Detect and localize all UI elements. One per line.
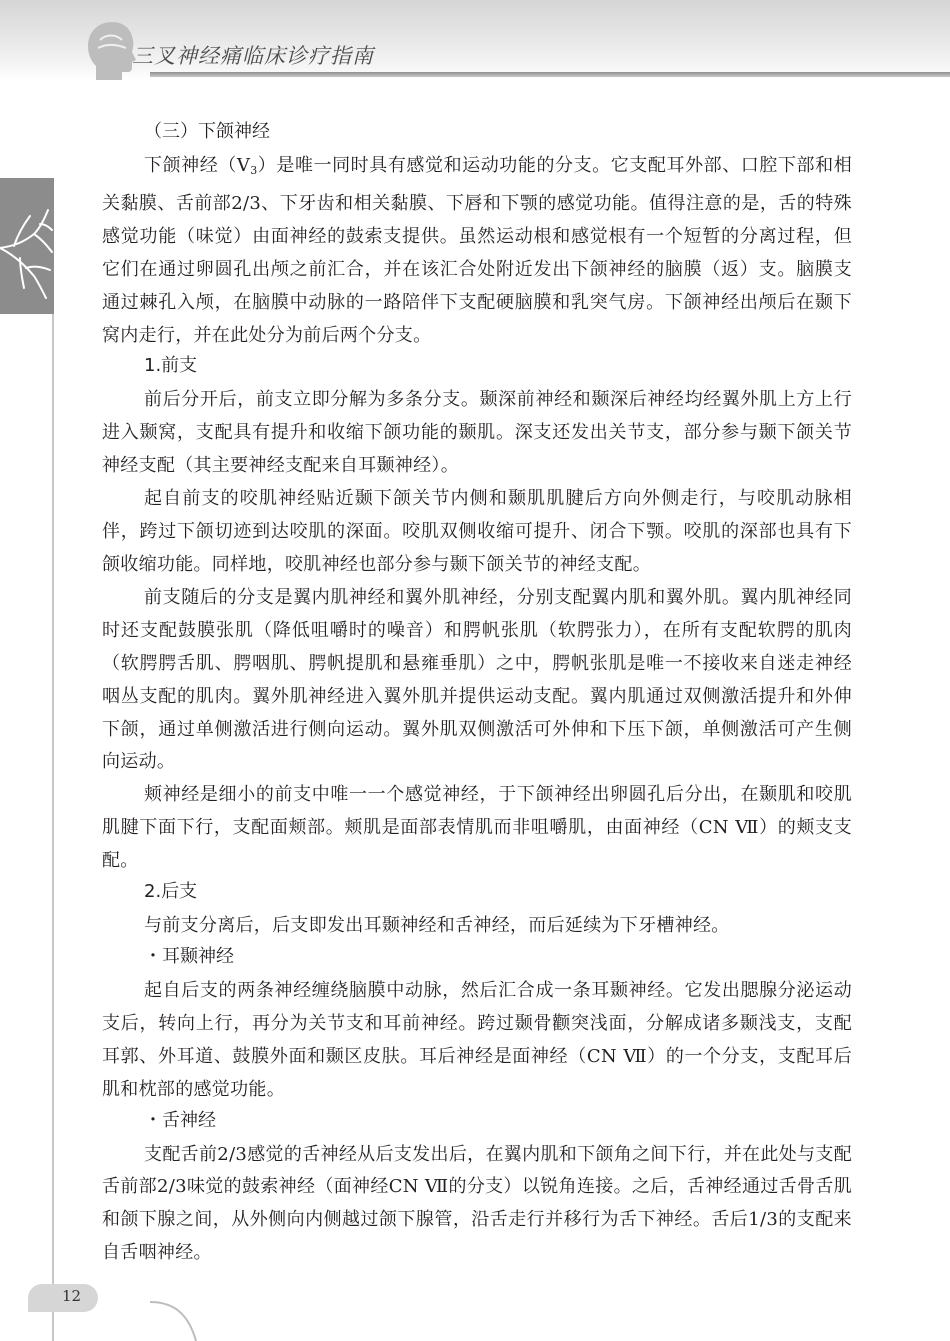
anterior-paragraph: 前后分开后，前支立即分解为多条分支。颞深前神经和颞深后神经均经翼外肌上方上行进入颞窝，支配具有提升和收缩下颌功能的颞肌。深支还发出关节支，部分参与颞下颌关节神经支配（其主要神经支配来自耳颞神经）。 (102, 389, 852, 477)
intro-text-rest: ）是唯一同时具有感觉和运动功能的分支。它支配耳外部、口腔下部和相关黏膜、舌前部2/3、下牙齿和相关黏膜、下唇和下颚的感觉功能。值得注意的是，舌的特殊感觉功能（味觉）由面神经的鼓索支提供。虽然运动根和感觉根有一个短暂的分离过程，但它们在通过卵圆孔出颅之前汇合，并在该汇合处附近发出下颌神经的脑膜（返）支。脑膜支通过棘孔入颅，在脑膜中动脉的一路陪伴下支配硬脑膜和乳突气房。下颌神经出颅后在颞下窝内走行，并在此处分为前后两个分支。 (102, 155, 852, 346)
anterior-paragraph: 前支随后的分支是翼内肌神经和翼外肌神经，分别支配翼内肌和翼外肌。翼内肌神经同时还支配鼓膜张肌（降低咀嚼时的噪音）和腭帆张肌（软腭张力），在所有支配软腭的肌肉（软腭腭舌肌、腭咽肌、腭帆提肌和悬雍垂肌）之中，腭帆张肌是唯一不接收来自迷走神经咽丛支配的肌肉。翼外肌神经进入翼外肌并提供运动支配。翼内肌通过双侧激活提升和外伸下颌，通过单侧激活进行侧向运动。翼外肌双侧激活可外伸和下压下颌，单侧激活可产生侧向运动。 (102, 586, 852, 773)
posterior-intro-paragraph: 与前支分离后，后支即发出耳颞神经和舌神经，而后延续为下牙槽神经。 (144, 915, 730, 937)
subsection-title-posterior: 2.后支 (144, 881, 198, 903)
corner-decoration (150, 1300, 210, 1341)
page-number: 12 (62, 1287, 82, 1305)
nerve-branch-icon (0, 178, 54, 314)
page-body (102, 118, 852, 1270)
intro-text-start: 下颌神经（ (144, 155, 237, 176)
anterior-paragraph: 起自前支的咬肌神经贴近颞下颌关节内侧和颞肌肌腱后方向外侧走行，与咬肌动脉相伴，跨过下颌切迹到达咬肌的深面。咬肌双侧收缩可提升、闭合下颚。咬肌的深部也具有下颌收缩功能。同样地，咬肌神经也部分参与颞下颌关节的神经支配。 (102, 488, 852, 575)
margin-rule (52, 314, 54, 1341)
auriculotemporal-paragraph: 起自后支的两条神经缠绕脑膜中动脉，然后汇合成一条耳颞神经。它发出腮腺分泌运动支后，转向上行，再分为关节支和耳前神经。跨过颞骨颧突浅面，分解成诸多颞浅支，支配耳郭、外耳道、鼓膜外面和颞区皮肤。耳后神经是面神经（CN Ⅶ）的一个分支，支配耳后肌和枕部的感觉功能。 (102, 979, 852, 1100)
bullet-heading-auriculotemporal: ・耳颞神经 (144, 945, 234, 967)
section-title: （三）下颌神经 (144, 121, 270, 142)
intro-paragraph (102, 150, 852, 352)
lingual-paragraph: 支配舌前2/3感觉的舌神经从后支发出后，在翼内肌和下颌角之间下行，并在此处与支配舌前部2/3味觉的鼓索神经（面神经CN Ⅶ的分支）以锐角连接。之后，舌神经通过舌骨舌肌和颌下腺之间，从外侧向内侧越过颌下腺管，沿舌走行并移行为舌下神经。舌后1/3的支配来自舌咽神经。 (102, 1143, 852, 1264)
mandibular-symbol: V (236, 155, 251, 176)
running-header-title: 三叉神经痛临床诊疗指南 (132, 44, 374, 68)
anterior-paragraph: 颊神经是细小的前支中唯一一个感觉神经，于下颌神经出卵圆孔后分出，在颞肌和咬肌肌腱下面下行，支配面颊部。颊肌是面部表情肌而非咀嚼肌，由面神经（CN Ⅶ）的颊支支配。 (102, 784, 852, 872)
bullet-heading-lingual: ・舌神经 (144, 1109, 216, 1131)
mandibular-subscript: 3 (250, 164, 258, 177)
subsection-title-anterior: 1.前支 (144, 355, 198, 377)
header-rule (150, 72, 950, 77)
